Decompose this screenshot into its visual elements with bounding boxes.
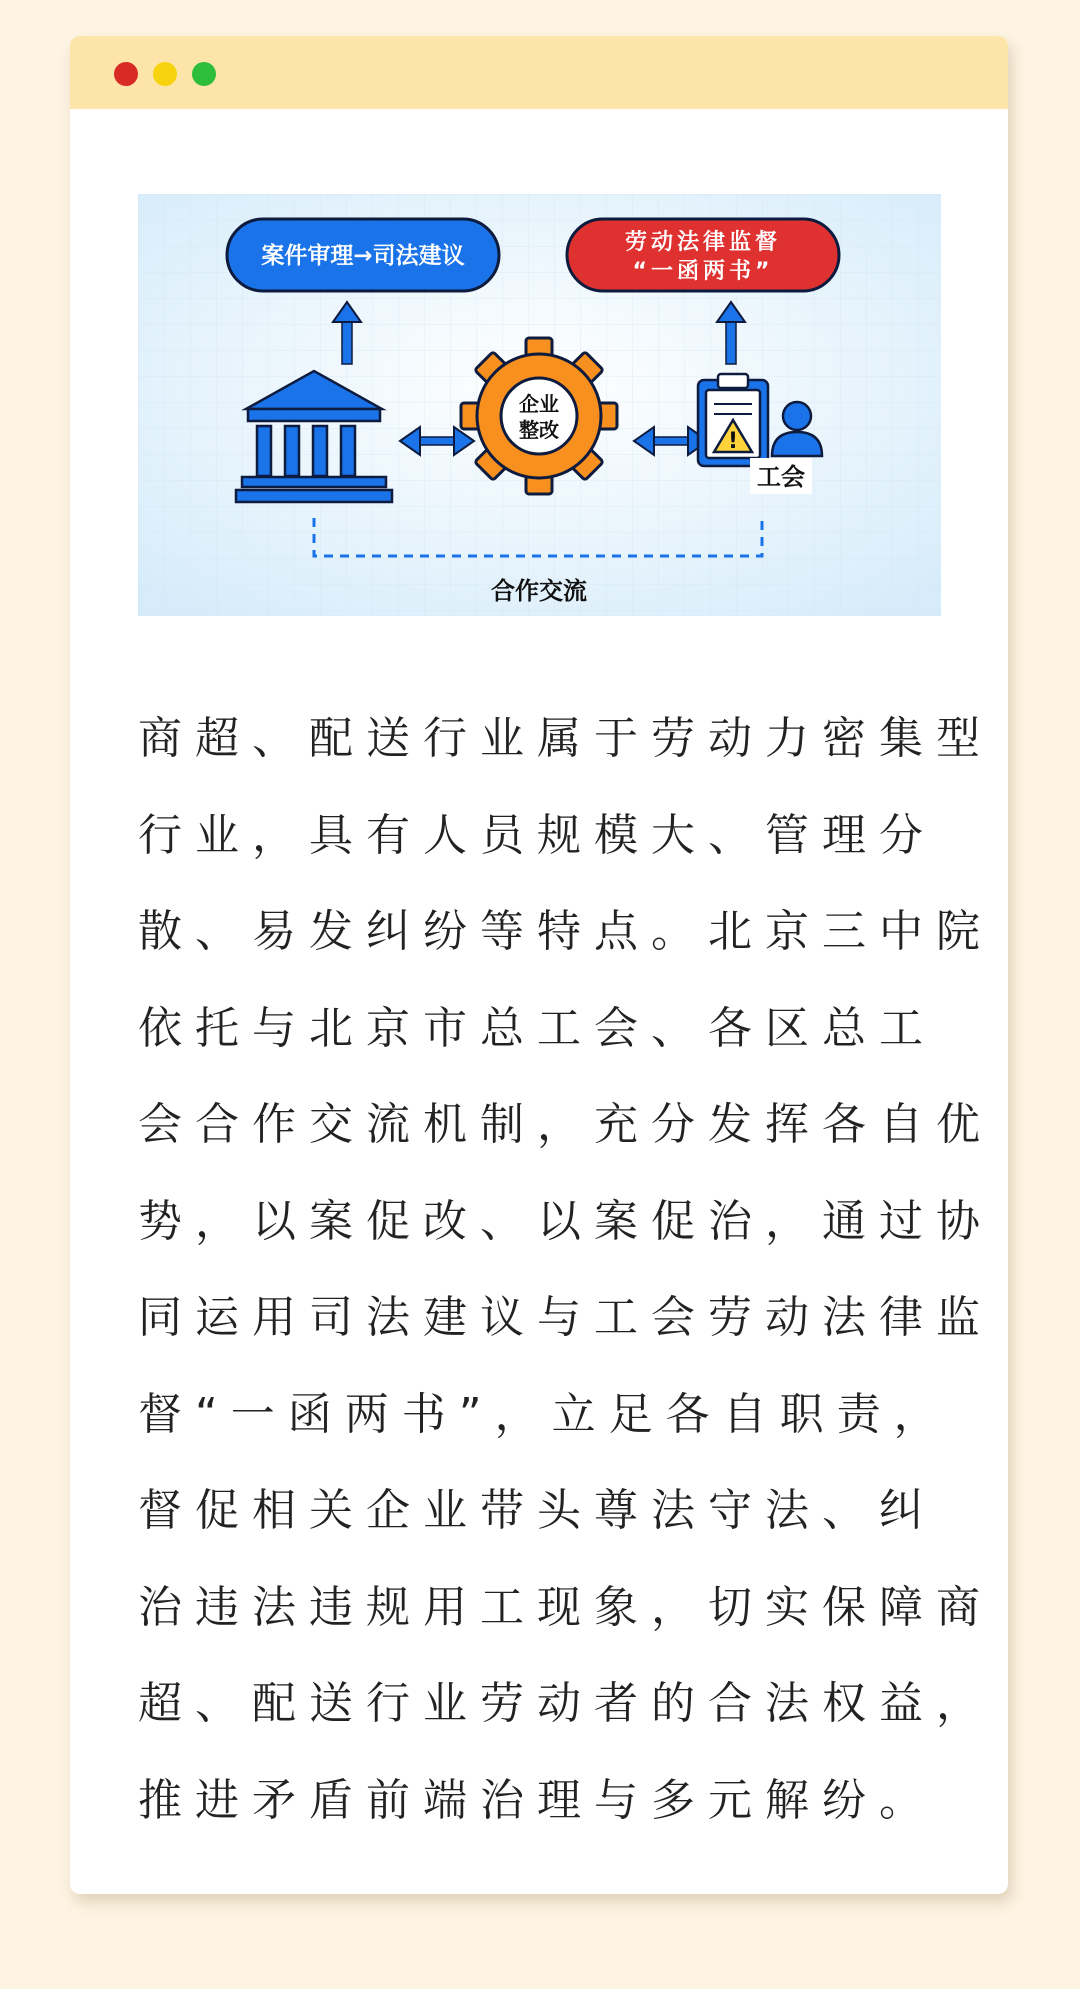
maximize-dot[interactable]	[192, 62, 216, 86]
article-line: 督促相关企业带头尊法守法、纠	[138, 1485, 936, 1536]
gear-icon	[461, 338, 617, 494]
article-line: 散、易发纠纷等特点。北京三中院	[138, 906, 993, 957]
union-label: 工会	[757, 463, 805, 491]
union-tag	[750, 458, 812, 494]
close-dot[interactable]	[114, 62, 138, 86]
svg-text:!: !	[727, 429, 739, 454]
union-pill-label-2: “一函两书”	[632, 259, 774, 284]
union-pill-label-1: 劳动法律监督	[624, 230, 782, 255]
article-line: 势，以案促改、以案促治，通过协	[138, 1195, 993, 1247]
article-card	[70, 36, 1008, 1894]
article-line: 同运用司法建议与工会劳动法律监	[138, 1292, 993, 1343]
minimize-dot[interactable]	[153, 62, 177, 86]
article-line: 超、配送行业劳动者的合法权益，	[138, 1678, 993, 1729]
article-line: 推进矛盾前端治理与多元解纷。	[138, 1774, 936, 1826]
union-pill	[567, 219, 839, 291]
article-line: 督“一函两书”，立足各自职责，	[138, 1388, 951, 1440]
gear-label-2: 整改	[519, 418, 559, 442]
window-titlebar	[70, 36, 1008, 109]
cooperation-diagram	[138, 194, 941, 616]
article-body	[138, 691, 993, 1849]
court-pill	[227, 219, 499, 291]
article-line: 会合作交流机制，充分发挥各自优	[138, 1099, 993, 1150]
article-line: 治违法违规用工现象，切实保障商	[138, 1581, 993, 1633]
cooperation-label: 合作交流	[491, 577, 587, 605]
gear-label-1: 企业	[519, 392, 559, 416]
article-line: 行业，具有人员规模大、管理分	[138, 809, 936, 861]
article-line: 依托与北京市总工会、各区总工	[138, 1002, 936, 1054]
article-line: 商超、配送行业属于劳动力密集型	[138, 713, 993, 764]
clipboard-warning-icon	[698, 374, 768, 466]
court-pill-label: 案件审理→司法建议	[261, 243, 465, 269]
